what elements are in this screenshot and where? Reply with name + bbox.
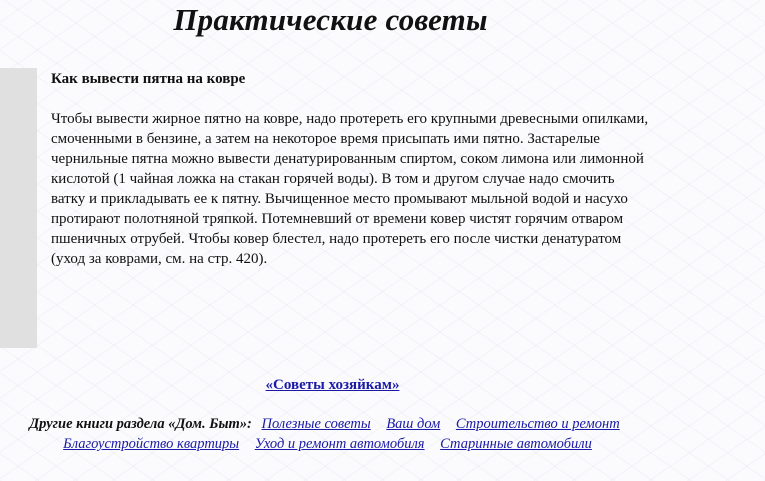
side-bar (0, 68, 37, 348)
page-title: Практические советы (173, 2, 488, 37)
home-link-container (0, 376, 665, 394)
other-books-label: Другие книги раздела «Дом. Быт»: (29, 416, 252, 432)
book-link-poleznye-sovety[interactable]: Полезные советы (261, 416, 371, 432)
article-heading: Как вывести пятна на ковре (51, 71, 246, 87)
book-link-starinnye-avtomobili[interactable]: Старинные автомобили (440, 436, 592, 452)
other-books (0, 414, 655, 454)
book-link-ukhod-i-remont-avtomobilya[interactable]: Уход и ремонт автомобиля (254, 436, 425, 452)
book-link-blagoustroystvo-kvartiry[interactable]: Благоустройство квартиры (63, 436, 240, 452)
article (51, 69, 651, 269)
article-body: Чтобы вывести жирное пятно на ковре, надо протереть его крупными древесными опилками, смоченными в бензине, а затем на некоторое время присыпать ими пятно. Застарелые чернильные пятна можно вывести денатурированным спиртом, соком лимона или лимонной кислотой (1 чайная ложка на стакан горячей воды). В том и другом случае надо смочить ватку и прикладывать ее к пятну. Вычищенное место промывают мыльной водой и насухо протирают полотняной тряпкой. Потемневший от времени ковер чистят горячим отваром пшеничных отрубей. Чтобы ковер блестел, надо протереть его после чистки денатуратом (уход за коврами, см. на стр. 420). (51, 111, 649, 267)
book-link-stroitelstvo-i-remont[interactable]: Строительство и ремонт (455, 416, 620, 432)
home-link-sovety-hozyaikam[interactable]: «Советы хозяйкам» (265, 377, 400, 393)
book-link-vash-dom[interactable]: Ваш дом (386, 416, 441, 432)
